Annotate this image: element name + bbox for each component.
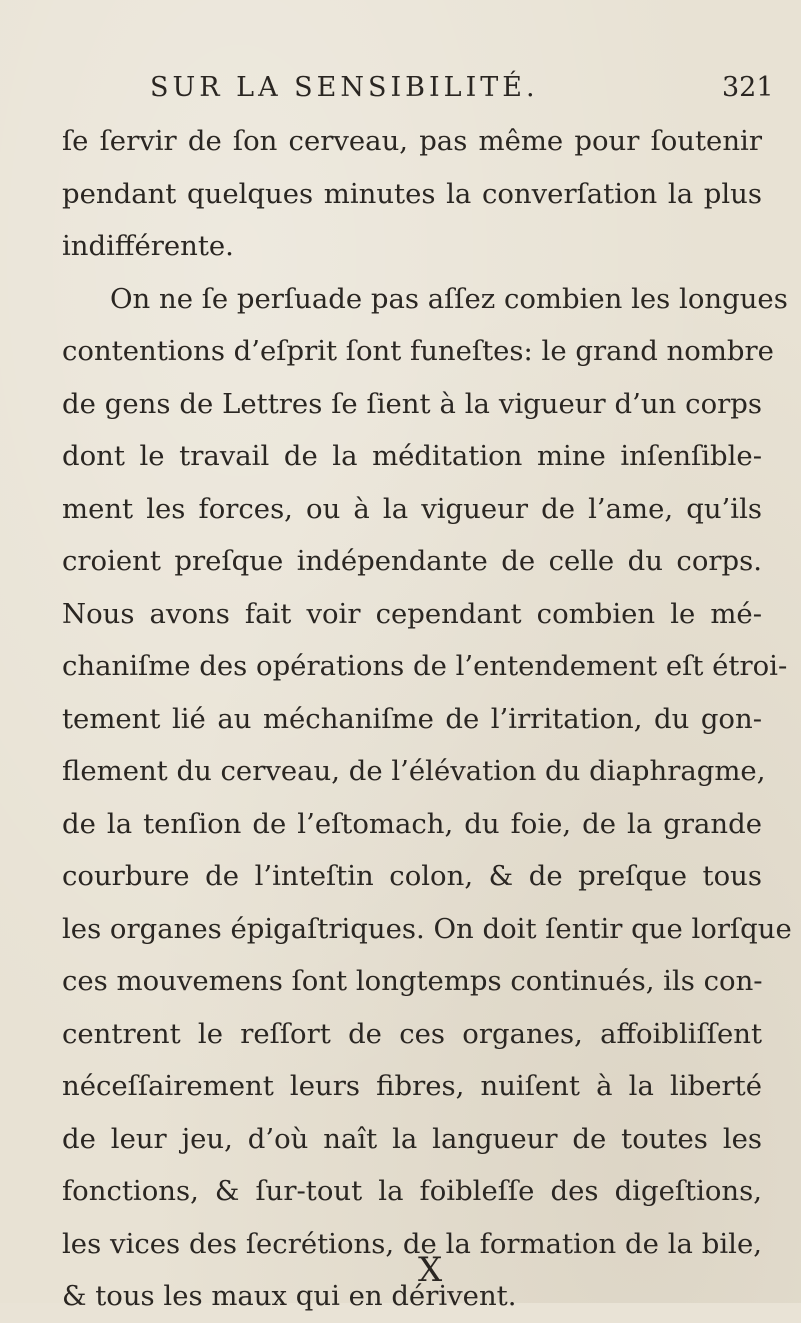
text-line: courbure de l’inteſtin colon, & de preſque tous [62, 860, 762, 892]
text-line: croient preſque indépendante de celle du corps. [62, 545, 762, 577]
text-line: chaniſme des opérations de l’entendement eſt étroi- [62, 650, 788, 682]
text-line: ſe ſervir de ſon cerveau, pas même pour ſoutenir [62, 125, 762, 157]
signature-mark: X [418, 1250, 443, 1290]
running-head: SUR LA SENSIBILITÉ. [150, 72, 539, 103]
text-line: de gens de Lettres ſe ſient à la vigueur d’un corps [62, 387, 762, 420]
text-line: ment les forces, ou à la vigueur de l’ame, qu’ils [62, 492, 762, 525]
text-line: & tous les maux qui en dérivent. [62, 1280, 517, 1312]
text-line: flement du cerveau, de l’élévation du diaphragme, [62, 755, 766, 787]
text-line: néceſſairement leurs fibres, nuiſent à la liberté [62, 1070, 762, 1102]
text-line: indifférente. [62, 230, 234, 262]
text-line: de la tenſion de l’eſtomach, du foie, de la grande [62, 807, 762, 840]
text-line: tement lié au méchaniſme de l’irritation, du gon- [62, 702, 762, 735]
text-line: pendant quelques minutes la converſation la plus [62, 177, 762, 210]
text-line: contentions d’eſprit ſont funeſtes: le grand nombre [62, 335, 774, 367]
body-text [62, 115, 792, 1323]
text-line: les organes épigaſtriques. On doit ſentir que lorſque [62, 912, 792, 945]
text-line: centrent le reſſort de ces organes, affoibliſſent [62, 1017, 762, 1050]
text-line: dont le travail de la méditation mine inſenſible- [62, 440, 762, 472]
text-line: les vices des ſecrétions, de la formation de la bile, [62, 1227, 762, 1260]
paragraph-start-line: On ne ſe perſuade pas aſſez combien les longues [110, 282, 788, 315]
text-line: de leur jeu, d’où naît la langueur de toutes les [62, 1122, 762, 1155]
page-number: 321 [722, 72, 774, 103]
text-line: ces mouvemens ſont longtemps continués, ils con- [62, 965, 763, 997]
text-line: Nous avons fait voir cependant combien le mé- [62, 597, 762, 630]
text-line: fonctions, & ſur-tout la foibleſſe des digeſtions, [62, 1175, 762, 1207]
